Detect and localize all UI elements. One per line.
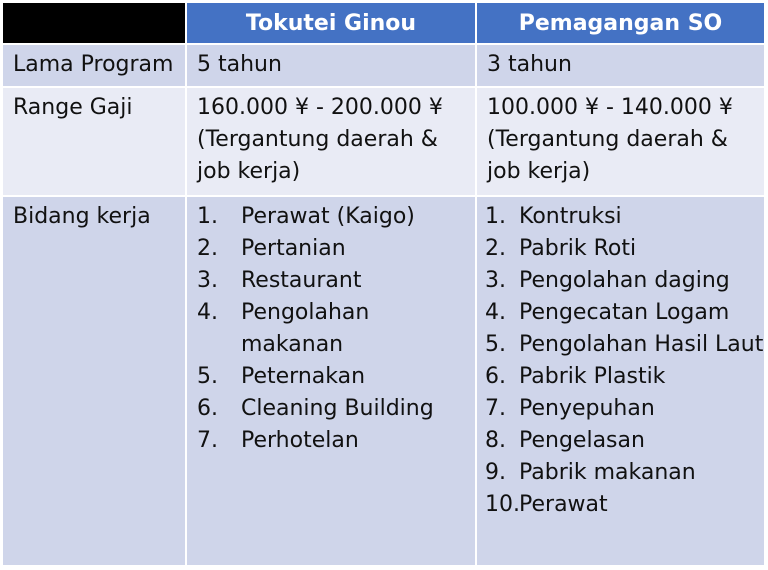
list-item bbox=[187, 425, 475, 457]
list-item bbox=[187, 361, 475, 393]
list-item-number: 2. bbox=[197, 236, 218, 261]
list-item-text: Pengecatan Logam bbox=[519, 300, 730, 325]
range-gaji-pemagangan bbox=[477, 88, 766, 197]
list-item-number: 10. bbox=[485, 492, 520, 517]
list-item-text: Pengolahan daging bbox=[519, 268, 730, 293]
comparison-table bbox=[3, 3, 766, 567]
list-item-number: 3. bbox=[197, 268, 218, 293]
list-item-text: Pabrik makanan bbox=[519, 460, 696, 485]
bidang-kerja-pemagangan-list bbox=[477, 201, 764, 521]
list-item-text: Pertanian bbox=[241, 236, 346, 261]
list-item-text: Perhotelan bbox=[241, 428, 359, 453]
list-item-number: 5. bbox=[197, 364, 218, 389]
range-gaji-tokutei bbox=[187, 88, 477, 197]
list-item bbox=[477, 457, 764, 489]
lama-program-pemagangan: 3 tahun bbox=[477, 45, 766, 88]
list-item bbox=[477, 201, 764, 233]
row-label-range-gaji: Range Gaji bbox=[3, 88, 187, 197]
list-item-text: Pengelasan bbox=[519, 428, 645, 453]
list-item bbox=[187, 265, 475, 297]
list-item-number: 5. bbox=[485, 332, 506, 357]
bidang-kerja-tokutei-list bbox=[187, 201, 475, 457]
header-pemagangan-so: Pemagangan SO bbox=[477, 3, 766, 45]
list-item-text: Penyepuhan bbox=[519, 396, 655, 421]
list-item bbox=[477, 425, 764, 457]
list-item-number: 7. bbox=[197, 428, 218, 453]
list-item bbox=[477, 233, 764, 265]
list-item-text: Kontruksi bbox=[519, 204, 622, 229]
list-item-number: 3. bbox=[485, 268, 506, 293]
list-item-text: Pabrik Plastik bbox=[519, 364, 666, 389]
list-item-number: 7. bbox=[485, 396, 506, 421]
bidang-kerja-tokutei bbox=[187, 197, 477, 567]
list-item bbox=[477, 393, 764, 425]
range-gaji-tokutei-line3: job kerja) bbox=[197, 159, 301, 184]
lama-program-tokutei: 5 tahun bbox=[187, 45, 477, 88]
list-item-text: Peternakan bbox=[241, 364, 366, 389]
list-item-text: Perawat bbox=[519, 492, 608, 517]
list-item bbox=[187, 233, 475, 265]
list-item-number: 1. bbox=[197, 204, 218, 229]
list-item bbox=[477, 265, 764, 297]
list-item-text: Pengolahan makanan bbox=[241, 300, 370, 357]
list-item bbox=[477, 297, 764, 329]
row-label-bidang-kerja: Bidang kerja bbox=[3, 197, 187, 567]
list-item bbox=[187, 201, 475, 233]
header-corner-cell bbox=[3, 3, 187, 45]
list-item-text: Cleaning Building bbox=[241, 396, 434, 421]
list-item-number: 4. bbox=[197, 300, 218, 325]
list-item-number: 9. bbox=[485, 460, 506, 485]
list-item-number: 6. bbox=[197, 396, 218, 421]
list-item bbox=[477, 329, 764, 361]
list-item-number: 6. bbox=[485, 364, 506, 389]
row-label-lama-program: Lama Program bbox=[3, 45, 187, 88]
range-gaji-pemagangan-line1: 100.000 ¥ - 140.000 ¥ bbox=[487, 95, 733, 120]
list-item bbox=[477, 489, 764, 521]
list-item-text: Pengolahan Hasil Laut bbox=[519, 332, 764, 357]
range-gaji-tokutei-line1: 160.000 ¥ - 200.000 ¥ bbox=[197, 95, 443, 120]
header-tokutei-ginou: Tokutei Ginou bbox=[187, 3, 477, 45]
bidang-kerja-pemagangan bbox=[477, 197, 766, 567]
range-gaji-pemagangan-line3: job kerja) bbox=[487, 159, 591, 184]
range-gaji-tokutei-line2: (Tergantung daerah & bbox=[197, 127, 438, 152]
list-item-number: 8. bbox=[485, 428, 506, 453]
list-item-text: Pabrik Roti bbox=[519, 236, 637, 261]
list-item-text: Restaurant bbox=[241, 268, 362, 293]
range-gaji-pemagangan-line2: (Tergantung daerah & bbox=[487, 127, 728, 152]
list-item-number: 2. bbox=[485, 236, 506, 261]
list-item-text: Perawat (Kaigo) bbox=[241, 204, 415, 229]
list-item bbox=[187, 297, 475, 361]
list-item bbox=[477, 361, 764, 393]
list-item-number: 1. bbox=[485, 204, 506, 229]
list-item bbox=[187, 393, 475, 425]
list-item-number: 4. bbox=[485, 300, 506, 325]
